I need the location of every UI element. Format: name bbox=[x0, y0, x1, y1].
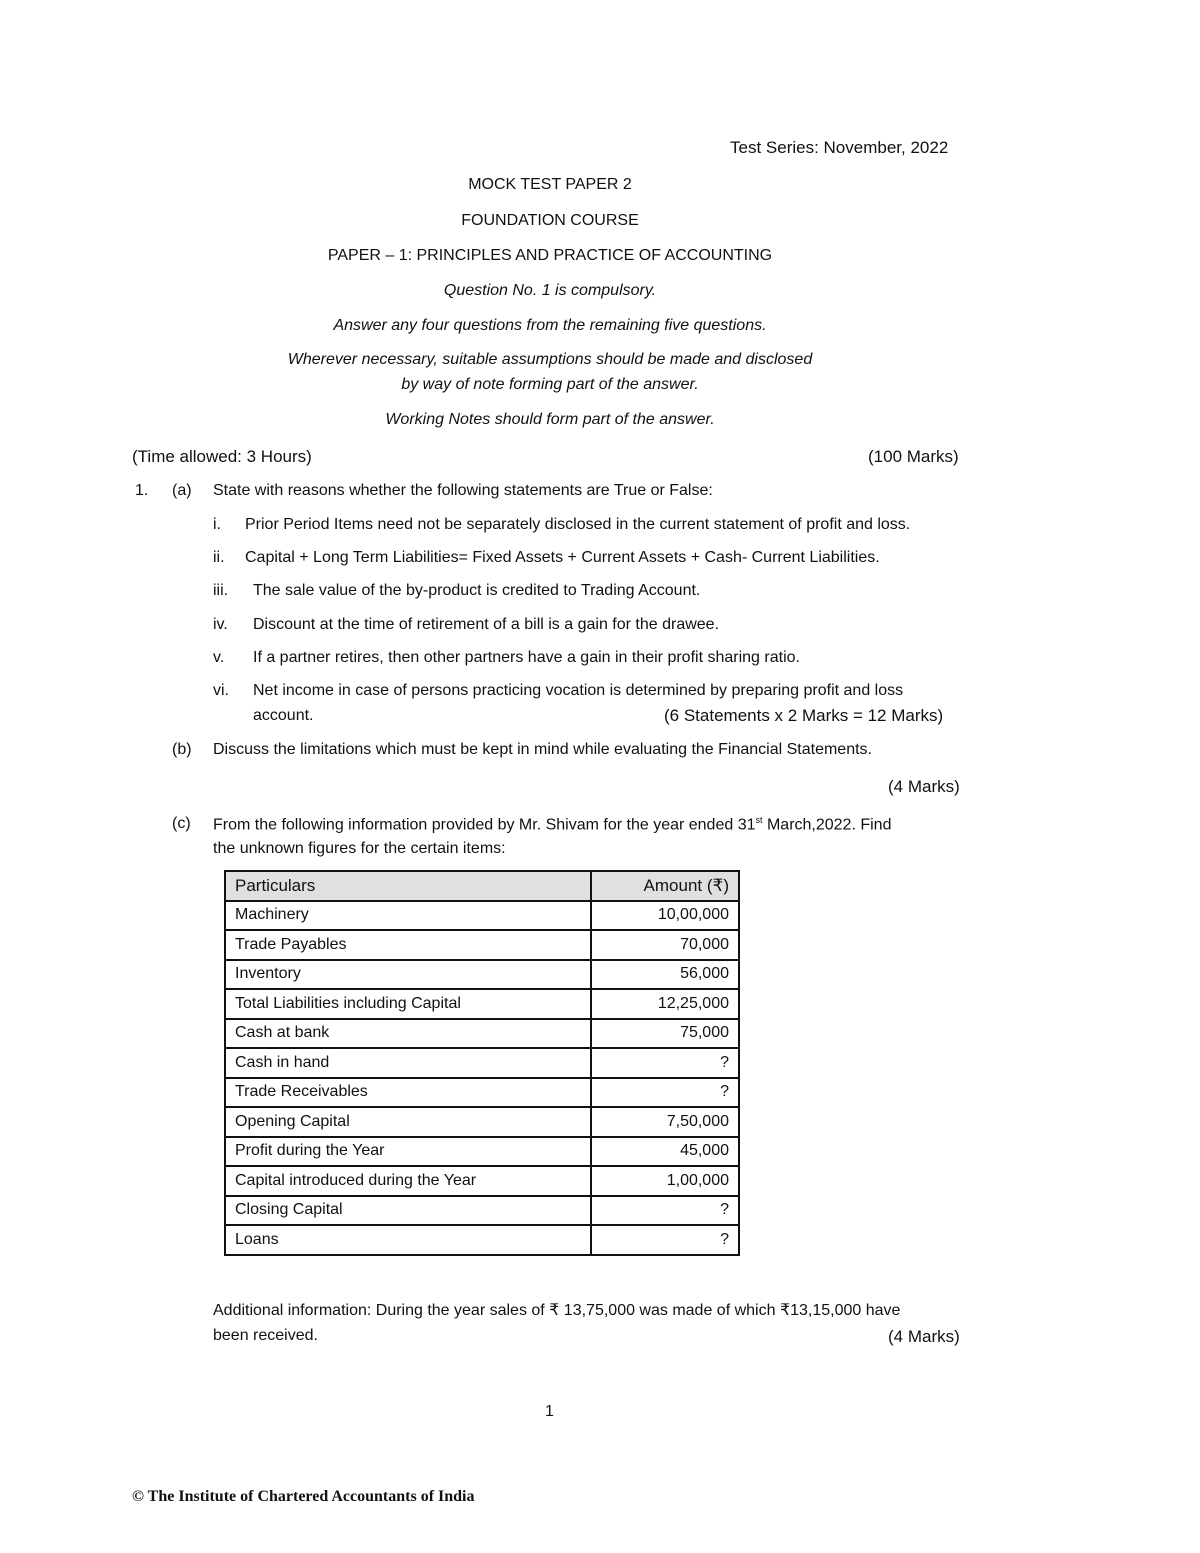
amount-cell: 70,000 bbox=[591, 930, 739, 960]
additional-info-line1: Additional information: During the year sales of ₹ 13,75,000 was made of which ₹13,15,000 have bbox=[213, 1302, 901, 1319]
statement-num: v. bbox=[213, 649, 225, 666]
amount-cell: 7,50,000 bbox=[591, 1107, 739, 1137]
question-number: 1. bbox=[135, 482, 149, 499]
paper-title: MOCK TEST PAPER 2 bbox=[468, 176, 632, 193]
table-row bbox=[225, 1137, 739, 1167]
amount-cell: 75,000 bbox=[591, 1019, 739, 1049]
amount-cell: 1,00,000 bbox=[591, 1166, 739, 1196]
table-row bbox=[225, 1019, 739, 1049]
part-c-text-line2: the unknown figures for the certain items: bbox=[213, 840, 506, 857]
column-header: Particulars bbox=[225, 871, 591, 901]
table-row bbox=[225, 989, 739, 1019]
part-c-marks: (4 Marks) bbox=[888, 1327, 960, 1346]
amount-cell: 45,000 bbox=[591, 1137, 739, 1167]
part-c-label: (c) bbox=[172, 815, 191, 832]
amount-cell: 56,000 bbox=[591, 960, 739, 990]
part-b-marks: (4 Marks) bbox=[888, 777, 960, 796]
part-a-text: State with reasons whether the following statements are True or False: bbox=[213, 482, 713, 499]
statement-num: vi. bbox=[213, 682, 229, 699]
amount-cell: ? bbox=[591, 1078, 739, 1108]
table-row bbox=[225, 1196, 739, 1226]
column-header: Amount (₹) bbox=[591, 871, 739, 901]
table-row bbox=[225, 1166, 739, 1196]
particular-cell: Inventory bbox=[225, 960, 591, 990]
instruction-working-notes: Working Notes should form part of the answer. bbox=[385, 411, 715, 428]
particular-cell: Cash at bank bbox=[225, 1019, 591, 1049]
table-row bbox=[225, 930, 739, 960]
part-b-label: (b) bbox=[172, 741, 192, 758]
test-series-label: Test Series: November, 2022 bbox=[730, 138, 949, 157]
figures-table bbox=[224, 870, 740, 1256]
statement-num: iii. bbox=[213, 582, 229, 599]
statement-text: Discount at the time of retirement of a bill is a gain for the drawee. bbox=[253, 616, 720, 633]
amount-cell: ? bbox=[591, 1225, 739, 1255]
total-marks: (100 Marks) bbox=[868, 447, 959, 466]
amount-cell: ? bbox=[591, 1196, 739, 1226]
particular-cell: Capital introduced during the Year bbox=[225, 1166, 591, 1196]
instruction-answer-any: Answer any four questions from the remaining five questions. bbox=[333, 317, 767, 334]
page-number: 1 bbox=[545, 1403, 554, 1420]
particular-cell: Machinery bbox=[225, 901, 591, 931]
part-c-text-line1: From the following information provided by Mr. Shivam for the year ended 31st March,2022. Find bbox=[213, 815, 892, 834]
instruction-compulsory: Question No. 1 is compulsory. bbox=[443, 282, 657, 299]
table-header-row bbox=[225, 871, 739, 901]
table-row bbox=[225, 901, 739, 931]
paper-subject: PAPER – 1: PRINCIPLES AND PRACTICE OF ACCOUNTING bbox=[327, 247, 773, 264]
amount-cell: 10,00,000 bbox=[591, 901, 739, 931]
part-b-text: Discuss the limitations which must be kept in mind while evaluating the Financial Statements. bbox=[213, 741, 872, 758]
statement-num: ii. bbox=[213, 549, 225, 566]
particular-cell: Closing Capital bbox=[225, 1196, 591, 1226]
particular-cell: Trade Payables bbox=[225, 930, 591, 960]
copyright-footer: © The Institute of Chartered Accountants of India bbox=[132, 1488, 475, 1505]
instruction-assumptions-1: Wherever necessary, suitable assumptions should be made and disclosed bbox=[287, 351, 813, 368]
instruction-assumptions-2: by way of note forming part of the answer. bbox=[401, 376, 699, 393]
table-row bbox=[225, 1225, 739, 1255]
statement-text: Net income in case of persons practicing vocation is determined by preparing profit and loss bbox=[253, 682, 904, 699]
time-allowed: (Time allowed: 3 Hours) bbox=[132, 447, 312, 466]
part-a-marks: (6 Statements x 2 Marks = 12 Marks) bbox=[664, 706, 944, 725]
statement-text: Capital + Long Term Liabilities= Fixed Assets + Current Assets + Cash- Current Liabilities. bbox=[245, 549, 880, 566]
table-row bbox=[225, 1078, 739, 1108]
statement-text-continued: account. bbox=[253, 707, 314, 724]
statement-num: i. bbox=[213, 516, 221, 533]
particular-cell: Profit during the Year bbox=[225, 1137, 591, 1167]
particular-cell: Opening Capital bbox=[225, 1107, 591, 1137]
statement-num: iv. bbox=[213, 616, 228, 633]
particular-cell: Trade Receivables bbox=[225, 1078, 591, 1108]
table-row bbox=[225, 1048, 739, 1078]
additional-info-line2: been received. bbox=[213, 1327, 318, 1344]
table-row bbox=[225, 1107, 739, 1137]
amount-cell: 12,25,000 bbox=[591, 989, 739, 1019]
particular-cell: Cash in hand bbox=[225, 1048, 591, 1078]
statement-text: If a partner retires, then other partners have a gain in their profit sharing ratio. bbox=[253, 649, 800, 666]
course-title: FOUNDATION COURSE bbox=[461, 212, 639, 229]
particular-cell: Total Liabilities including Capital bbox=[225, 989, 591, 1019]
part-a-label: (a) bbox=[172, 482, 192, 499]
particular-cell: Loans bbox=[225, 1225, 591, 1255]
statement-text: The sale value of the by-product is credited to Trading Account. bbox=[253, 582, 701, 599]
statement-text: Prior Period Items need not be separately disclosed in the current statement of profit and loss. bbox=[245, 516, 911, 533]
amount-cell: ? bbox=[591, 1048, 739, 1078]
table-row bbox=[225, 960, 739, 990]
